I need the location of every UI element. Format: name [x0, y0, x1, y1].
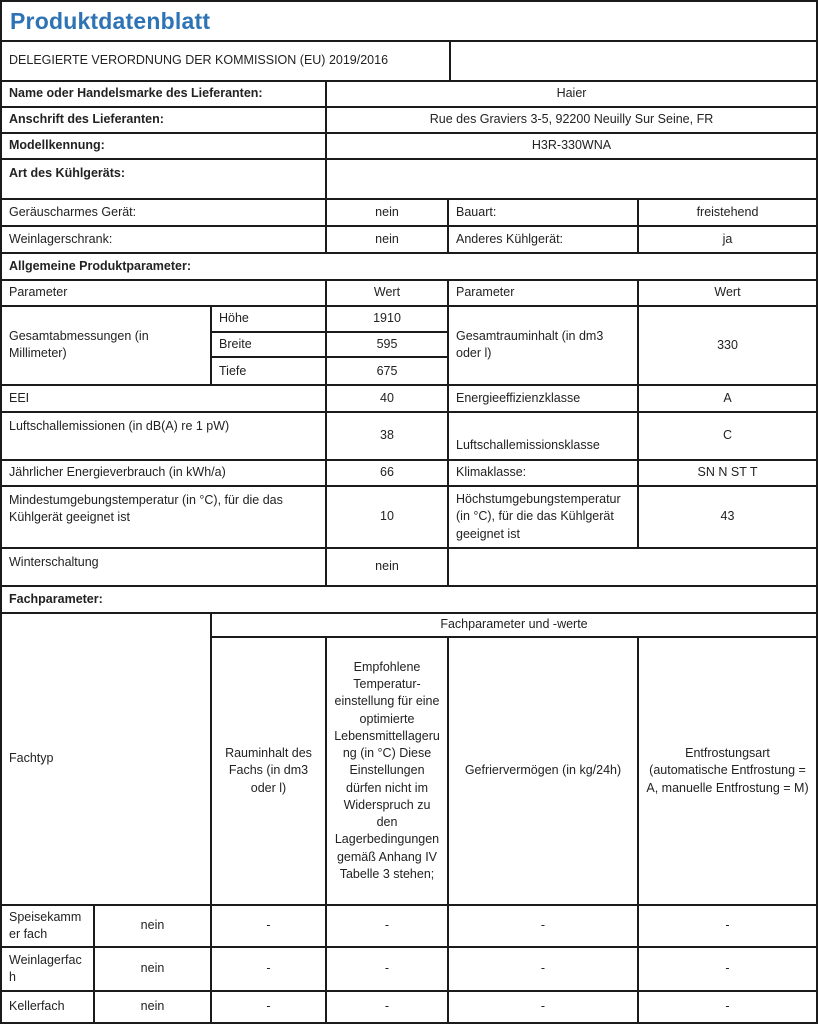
- field-value: Haier: [556, 86, 587, 101]
- compartment-temp: -: [327, 992, 449, 1022]
- field-label: Mindestumgebungstemperatur (in °C), für die das Kühlgerät geeignet ist: [2, 487, 327, 547]
- compartment-defrost: -: [639, 948, 816, 992]
- field-label: EEI: [2, 386, 327, 411]
- compartment-type: Kellerfach: [2, 992, 95, 1022]
- field-value: 38: [327, 413, 449, 459]
- column-header: Empfohlene Temperatur-einstellung für eine optimierte Lebensmittellagerung (in °C) Diese Einstellungen dürfen nicht im Widerspruch zu den Lagerbedingungen gemäß Anhang IV Tabelle 3 stehen;: [327, 638, 449, 906]
- field-label: Anderes Kühlgerät:: [449, 227, 639, 252]
- compartment-present: nein: [95, 992, 212, 1022]
- row-wine-storage: [2, 227, 816, 254]
- row-supplier-name: [2, 82, 816, 108]
- column-header: Wert: [327, 281, 449, 305]
- field-label: Gesamtrauminhalt (in dm3 oder l): [449, 307, 639, 384]
- field-value: [327, 160, 816, 198]
- field-label: Geräuscharmes Gerät:: [2, 200, 327, 225]
- group-header: Fachparameter und -werte: [212, 614, 816, 638]
- compartment-defrost: -: [639, 906, 816, 948]
- dimension-name: Höhe: [212, 307, 327, 333]
- column-header: Entfrostungsart (automatische Entfrostung = A, manuelle Entfrostung = M): [639, 638, 816, 906]
- compartment-temp: -: [327, 906, 449, 948]
- column-header: Gefriervermögen (in kg/24h): [449, 638, 639, 906]
- field-label: Bauart:: [449, 200, 639, 225]
- field-label: Höchstumgebungstemperatur (in °C), für die das Kühlgerät geeignet ist: [449, 487, 639, 547]
- compartment-volume: -: [212, 906, 327, 948]
- field-label: Winterschaltung: [2, 549, 327, 585]
- field-value: ja: [722, 231, 733, 246]
- compartment-temp: -: [327, 948, 449, 992]
- field-value: 43: [720, 509, 735, 524]
- compartment-freeze: -: [449, 992, 639, 1022]
- compartment-present: nein: [95, 948, 212, 992]
- field-value: SN N ST T: [697, 465, 758, 480]
- compartment-type: Weinlagerfach: [2, 948, 95, 992]
- field-label: Klimaklasse:: [449, 461, 639, 485]
- corner-header: Fachtyp: [2, 614, 212, 906]
- regulation-empty-cell: [451, 42, 816, 80]
- row-ambient-temperature: [2, 487, 816, 549]
- row-dimensions: [2, 307, 816, 386]
- param-header-row: [2, 281, 816, 307]
- section-header-compartments: [2, 587, 816, 614]
- field-label: Luftschallemissionen (in dB(A) re 1 pW): [2, 413, 327, 459]
- dimension-name: Breite: [212, 333, 327, 359]
- row-energy: [2, 461, 816, 487]
- field-label: Energieeffizienzklasse: [449, 386, 639, 411]
- field-value: nein: [327, 549, 449, 585]
- section-heading: Fachparameter:: [9, 591, 103, 606]
- field-value: A: [723, 390, 732, 405]
- field-label: Art des Kühlgeräts:: [2, 160, 327, 198]
- column-header: Parameter: [2, 281, 327, 305]
- row-device-type: [2, 160, 816, 200]
- dimension-value: 675: [327, 358, 449, 384]
- field-label: Luftschallemissionsklasse: [449, 413, 639, 459]
- compartment-present: nein: [95, 906, 212, 948]
- compartment-defrost: -: [725, 999, 730, 1014]
- compartment-type: Speisekammer fach: [2, 906, 95, 948]
- compartment-freeze: -: [449, 948, 639, 992]
- field-label: Anschrift des Lieferanten:: [2, 108, 327, 132]
- compartment-volume: -: [212, 948, 327, 992]
- field-label: Name oder Handelsmarke des Lieferanten:: [2, 82, 327, 106]
- row-winter-setting: [2, 549, 816, 587]
- field-value: 66: [327, 461, 449, 485]
- field-value: 40: [327, 386, 449, 411]
- title-row: [2, 2, 816, 42]
- field-value: Rue des Graviers 3-5, 92200 Neuilly Sur Seine, FR: [429, 112, 714, 127]
- regulation-text: DELEGIERTE VERORDNUNG DER KOMMISSION (EU) 2019/2016: [2, 42, 451, 80]
- section-header-general: [2, 254, 816, 281]
- field-label: Weinlagerschrank:: [2, 227, 327, 252]
- dimension-value: 1910: [327, 307, 449, 333]
- section-heading: Allgemeine Produktparameter:: [9, 258, 191, 273]
- column-header: Wert: [714, 285, 741, 300]
- column-header: Rauminhalt des Fachs (in dm3 oder l): [212, 638, 327, 906]
- dimension-value: 595: [327, 333, 449, 359]
- dimension-name: Tiefe: [212, 358, 327, 384]
- field-value: freistehend: [696, 204, 759, 219]
- field-label: Jährlicher Energieverbrauch (in kWh/a): [2, 461, 327, 485]
- field-value: C: [722, 428, 733, 443]
- compartment-table: [2, 614, 816, 1022]
- field-value: 330: [717, 337, 738, 352]
- empty-cell: [449, 549, 816, 585]
- compartment-freeze: -: [449, 906, 639, 948]
- row-model-id: [2, 134, 816, 160]
- regulation-row: [2, 42, 816, 82]
- column-header: Parameter: [449, 281, 639, 305]
- field-value: H3R-330WNA: [531, 138, 612, 153]
- row-supplier-address: [2, 108, 816, 134]
- page-title: Produktdatenblatt: [10, 7, 211, 34]
- field-label: Modellkennung:: [2, 134, 327, 158]
- row-quiet-device: [2, 200, 816, 227]
- row-noise: [2, 413, 816, 461]
- field-value: nein: [327, 200, 449, 225]
- compartment-volume: -: [212, 992, 327, 1022]
- field-value: nein: [327, 227, 449, 252]
- row-eei: [2, 386, 816, 413]
- field-label: Gesamtabmessungen (in Millimeter): [2, 307, 212, 384]
- field-value: 10: [327, 487, 449, 547]
